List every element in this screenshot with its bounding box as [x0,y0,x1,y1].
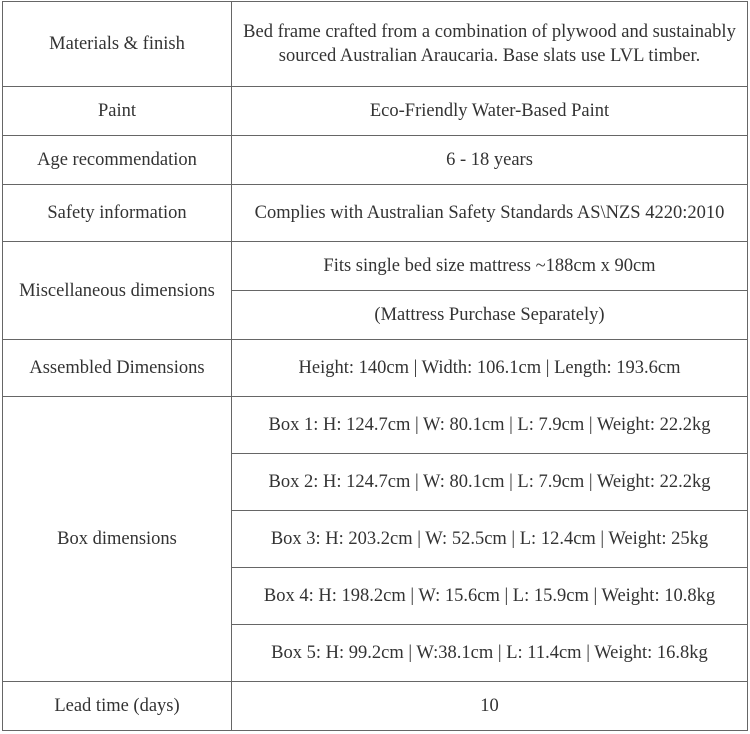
spec-value-misc-dimensions-2: (Mattress Purchase Separately) [232,291,748,340]
spec-value-box-1: Box 1: H: 124.7cm | W: 80.1cm | L: 7.9cm | Weight: 22.2kg [232,397,748,454]
spec-row-lead-time [3,682,748,731]
spec-label-lead-time: Lead time (days) [3,682,232,731]
spec-row-safety [3,185,748,242]
spec-value-age: 6 - 18 years [232,136,748,185]
spec-value-assembled: Height: 140cm | Width: 106.1cm | Length: 193.6cm [232,340,748,397]
spec-label-assembled: Assembled Dimensions [3,340,232,397]
spec-row-materials [3,2,748,87]
spec-value-misc-dimensions-1: Fits single bed size mattress ~188cm x 90cm [232,242,748,291]
spec-label-materials: Materials & finish [3,2,232,87]
spec-label-paint: Paint [3,87,232,136]
spec-row-age [3,136,748,185]
spec-value-materials: Bed frame crafted from a combination of plywood and sustainably sourced Australian Araucaria. Base slats use LVL timber. [232,2,748,87]
spec-value-box-3: Box 3: H: 203.2cm | W: 52.5cm | L: 12.4cm | Weight: 25kg [232,511,748,568]
spec-row-misc-dimensions [3,242,748,291]
spec-label-age: Age recommendation [3,136,232,185]
spec-value-lead-time: 10 [232,682,748,731]
spec-value-box-2: Box 2: H: 124.7cm | W: 80.1cm | L: 7.9cm | Weight: 22.2kg [232,454,748,511]
spec-row-box-1 [3,397,748,454]
spec-row-paint [3,87,748,136]
spec-label-box-dimensions: Box dimensions [3,397,232,682]
spec-value-paint: Eco-Friendly Water-Based Paint [232,87,748,136]
spec-value-box-5: Box 5: H: 99.2cm | W:38.1cm | L: 11.4cm | Weight: 16.8kg [232,625,748,682]
product-spec-table [2,1,748,731]
spec-label-safety: Safety information [3,185,232,242]
spec-label-misc-dimensions: Miscellaneous dimensions [3,242,232,340]
spec-value-safety: Complies with Australian Safety Standards AS\NZS 4220:2010 [232,185,748,242]
spec-row-assembled [3,340,748,397]
spec-value-box-4: Box 4: H: 198.2cm | W: 15.6cm | L: 15.9cm | Weight: 10.8kg [232,568,748,625]
